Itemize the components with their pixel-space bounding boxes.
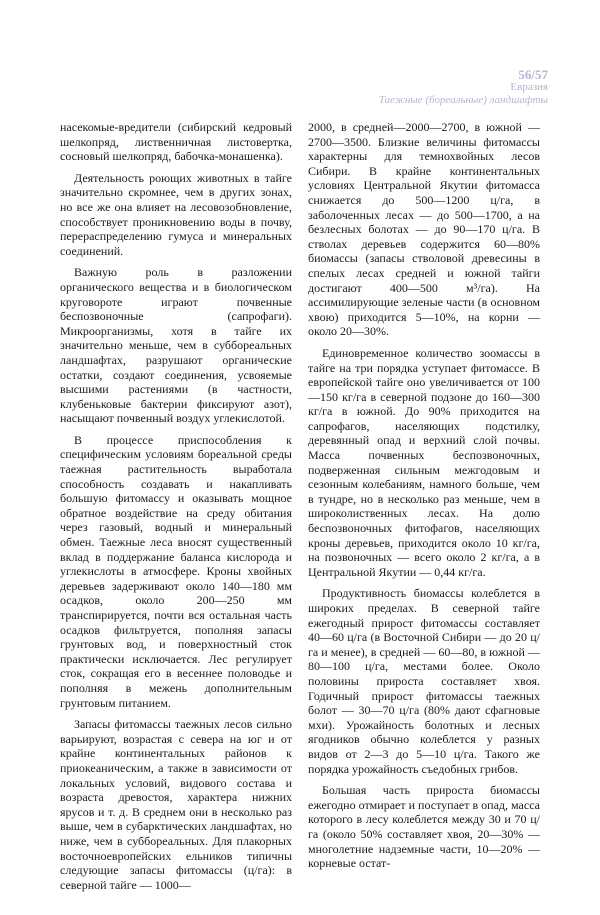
page-numbers: 56/57 bbox=[518, 67, 548, 82]
section-region: Евразия bbox=[510, 81, 548, 93]
running-header bbox=[379, 68, 548, 107]
left-column bbox=[60, 120, 292, 899]
paragraph: Деятельность роющих животных в тайге значительно скромнее, чем в других зонах, но все же она влияет на лесовозобновление, способствует проникновению воды в почву, перераспределению гумуса и минеральных соединений. bbox=[60, 170, 292, 258]
section-subtitle: Таежные (бореальные) ландшафты bbox=[378, 94, 548, 106]
paragraph: В процессе приспособления к специфическим условиям бореальной среды таежная растительность выработала способность создавать и накапливать большую фитомассу и оказывать мощное обратное воздействие на среду обитания через газовый, водный и минеральный обмен. Таежные леса вносят существенный вклад в поддержание баланса кислорода и углекислоты в атмосфере. Кроны хвойных деревьев задерживают около 140—180 мм осадков, около 200—250 мм транспирируется, почти вся остальная часть осадков фильтруется, пополняя запасы грунтовых вод, и поверхностный сток практически исключается. Лес регулирует сток, сокращая его в весеннее половодье и пополняя в межень дополнительным грунтовым питанием. bbox=[60, 432, 292, 710]
paragraph: 2000, в средней—2000—2700, в южной — 2700—3500. Близкие величины фитомассы характерны для темнохвойных лесов Сибири. В крайне континентальных условиях Центральной Якутии фитомасса снижается до 500—1200 ц/га, в заболоченных лесах — до 500—1700, а на безлесных болотах — до 90—170 ц/га. В стволах деревьев содержится 60—80% биомассы (запасы стволовой древесины в спелых лесах средней и южной тайги достигают 400—500 м³/га). На ассимилирующие зеленые части (в основном хвою) приходится 5—10%, на корни — около 20—30%. bbox=[308, 120, 540, 339]
paragraph: Продуктивность биомассы колеблется в широких пределах. В северной тайге ежегодный прирост фитомассы составляет 40—60 ц/га (в Восточной Сибири — до 20 ц/га и менее), в средней — 60—80, в южной — 80—100 ц/га, местами более. Около половины прироста составляет хвоя. Годичный прирост фитомассы таежных болот — 30—70 ц/га (80% дают сфагновые мхи). Урожайность болотных и лесных ягодников обычно колеблется у разных видов от 2—3 до 5—10 ц/га. Такого же порядка урожайность съедобных грибов. bbox=[308, 586, 540, 776]
right-column bbox=[308, 120, 540, 878]
paragraph: Важную роль в разложении органического вещества и в биологическом круговороте играют почвенные беспозвоночные (сапрофаги). Микроорганизмы, хотя в тайге их значительно меньше, чем в суббореальных ландшафтах, разрушают органические остатки, создают соединения, усвояемые высшими растениями (в частности, клубеньковые бактерии фиксируют азот), насыщают почвенный воздух углекислотой. bbox=[60, 265, 292, 426]
paragraph: Запасы фитомассы таежных лесов сильно варьируют, возрастая с севера на юг и от крайне континентальных районов к приокеаническим, а также в зависимости от локальных условий, видового состава и возраста древостоя, характера нижних ярусов и т. д. В среднем они в несколько раз выше, чем в субарктических ландшафтах, но ниже, чем в суббореальных. Для плакорных восточноевропейских ельников типичны следующие запасы фитомассы (ц/га): в северной тайге — 1000— bbox=[60, 717, 292, 892]
paragraph: насекомые-вредители (сибирский кедровый шелкопряд, лиственничная листовертка, сосновый шелкопряд, бабочка-монашенка). bbox=[60, 120, 292, 164]
paragraph: Большая часть прироста биомассы ежегодно отмирает и поступает в опад, масса которого в лесу колеблется между 30 и 70 ц/га (около 50% составляет хвоя, 20—30% — многолетние надземные части, 10—20% — корневые остат- bbox=[308, 783, 540, 871]
paragraph: Единовременное количество зоомассы в тайге на три порядка уступает фитомассе. В европейской тайге оно увеличивается от 100—150 кг/га в северной подзоне до 160—300 кг/га в южной. До 90% приходится на сапрофагов, населяющих подстилку, деревянный опад и верхний слой почвы. Масса почвенных беспозвоночных, подверженная сильным межгодовым и сезонным колебаниям, намного больше, чем в тундре, но в несколько раз меньше, чем в широколиственных лесах. На долю беспозвоночных фитофагов, населяющих кроны деревьев, приходится около 10 кг/га, на позвоночных — всего около 2 кг/га, а в Центральной Якутии — 0,44 кг/га. bbox=[308, 345, 540, 579]
